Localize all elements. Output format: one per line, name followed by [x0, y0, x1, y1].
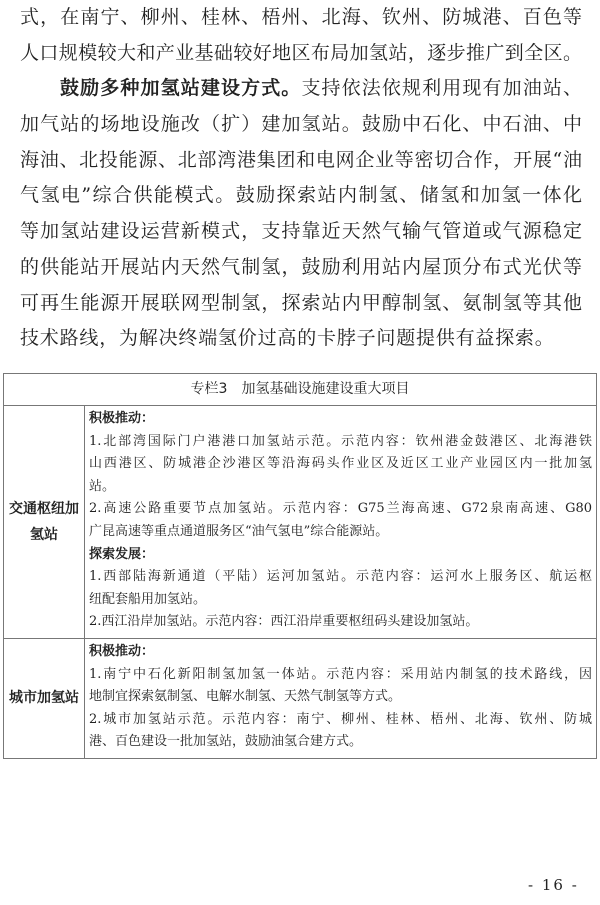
content-line: 2.高速公路重要节点加氢站。示范内容：G75兰海高速、G72泉南高速、G80 [89, 501, 592, 517]
category-label: 交通枢纽加氢站 [9, 500, 79, 543]
project-table [3, 373, 597, 759]
row-content [85, 406, 597, 639]
row-content [85, 638, 597, 758]
content-line: 1.南宁中石化新阳制氢加氢一体站。示范内容：采用站内制氢的技术路线，因 [89, 666, 592, 682]
content-line: 2.城市加氢站示范。示范内容：南宁、柳州、桂林、梧州、北海、钦州、防城 [89, 711, 592, 727]
text-line: 的供能站开展站内天然气制氢，鼓励利用站内屋顶分布式光伏等 [20, 255, 582, 278]
text-line: 可再生能源开展联网型制氢，探索站内甲醇制氢、氨制氢等其他 [20, 291, 582, 314]
section-label: 积极推动： [89, 643, 155, 659]
row-category: 城市加氢站 [4, 638, 85, 758]
content-line: 山西港区、防城港企沙港区等沿海码头作业区及近区工业产业园区内一批加氢 [89, 456, 592, 472]
table-row [4, 638, 597, 758]
text-line: 等加氢站建设运营新模式，支持靠近天然气输气管道或气源稳定 [20, 220, 582, 243]
content-line: 广昆高速等重点通道服务区“油气氢电”综合能源站。 [89, 523, 389, 539]
content-line: 地制宜探索氨制氢、电解水制氢、天然气制氢等方式。 [89, 689, 402, 705]
content-line: 1.西部陆海新通道（平陆）运河加氢站。示范内容：运河水上服务区、航运枢 [89, 569, 592, 585]
content-line: 站。 [89, 478, 116, 494]
text-line: 加气站的场地设施改（扩）建加氢站。鼓励中石化、中石油、中 [20, 113, 582, 136]
text-line: 技术路线，为解决终端氢价过高的卡脖子问题提供有益探索。 [20, 327, 555, 350]
table-title: 专栏3 加氢基础设施建设重大项目 [4, 374, 597, 406]
table-row [4, 406, 597, 639]
text-line: 海油、北投能源、北部湾港集团和电网企业等密切合作，开展“油 [20, 148, 582, 171]
content-line: 港、百色建设一批加氢站，鼓励油氢合建方式。 [89, 734, 363, 750]
row-category [4, 406, 85, 639]
content-line: 纽配套船用加氢站。 [89, 591, 207, 607]
text-line: 人口规模较大和产业基础较好地区布局加氢站，逐步推广到全区。 [20, 41, 582, 64]
text-line: 式，在南宁、柳州、桂林、梧州、北海、钦州、防城港、百色等 [20, 6, 582, 28]
section-label: 积极推动： [89, 411, 155, 426]
section-label: 探索发展： [89, 546, 155, 562]
page-number: - 16 - [528, 876, 579, 894]
text-span: 支持依法依规利用现有加油站、 [301, 77, 582, 100]
body-text [20, 0, 582, 357]
paragraph-first-line [20, 71, 582, 107]
content-line: 2.西江沿岸加氢站。示范内容：西江沿岸重要枢纽码头建设加氢站。 [89, 614, 479, 630]
paragraph-heading: 鼓励多种加氢站建设方式。 [60, 77, 302, 100]
text-line: 气氢电”综合供能模式。鼓励探索站内制氢、储氢和加氢一体化 [20, 184, 582, 207]
content-line: 1.北部湾国际门户港港口加氢站示范。示范内容：钦州港金鼓港区、北海港铁 [89, 433, 592, 449]
